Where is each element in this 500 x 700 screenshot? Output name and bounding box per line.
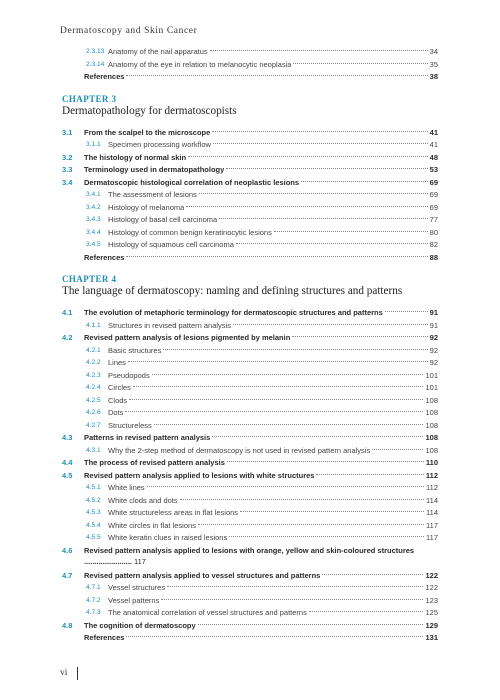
entry-line (108, 59, 438, 72)
page-number-ref: 117 (426, 520, 438, 530)
page-number-ref: 77 (429, 215, 438, 224)
dot-leader (167, 586, 423, 587)
dot-leader (161, 599, 423, 600)
dot-leader (212, 131, 427, 132)
dot-leader (152, 374, 424, 375)
entry-title: Histology of melanoma (108, 202, 185, 212)
page-number-ref: 91 (429, 320, 438, 330)
entry-title: Why the 2-step method of dermatoscopy is not used in revised pattern analysis (108, 445, 371, 455)
section-number: 3.4.4 (86, 228, 101, 236)
toc-entry[interactable] (62, 139, 438, 152)
page-number-ref: 92 (429, 333, 438, 342)
page-number-ref: 41 (429, 127, 438, 137)
toc-entry[interactable] (62, 214, 438, 227)
entry-title: White keratin clues in raised lesions (108, 533, 228, 542)
chapter-title: The language of dermatoscopy: naming and defining structures and patterns (62, 285, 403, 297)
entry-title: Histology of basal cell carcinoma (108, 215, 218, 224)
page-number-ref: 92 (429, 358, 438, 367)
entry-line (84, 632, 438, 645)
section-number: 2.3.14 (86, 60, 105, 68)
page-number-ref: 125 (425, 608, 438, 617)
entry-line (84, 620, 438, 633)
toc-entry[interactable] (62, 620, 438, 633)
entry-line (84, 252, 438, 265)
entry-title: Terminology used in dermatopathology (84, 165, 225, 174)
page-number-ref: 69 (429, 177, 438, 187)
toc-entry[interactable] (62, 482, 438, 495)
page-number-ref: 117 (134, 557, 146, 566)
entry-line (84, 332, 438, 345)
entry-line (108, 189, 438, 202)
entry-title: Vessel structures (108, 583, 166, 592)
section-number: 4.3 (62, 433, 73, 442)
dot-leader (213, 143, 428, 144)
dot-leader (212, 436, 423, 437)
toc-entry[interactable] (62, 252, 438, 265)
page-number-ref: 122 (425, 570, 438, 580)
page-number-ref: 101 (425, 383, 438, 392)
dot-leader (292, 336, 427, 337)
section-number: 4.5 (62, 470, 73, 480)
entry-title: Revised pattern analysis of lesions pigmented by melanin (84, 333, 291, 342)
section-number: 4.5.3 (86, 509, 101, 516)
entry-title: Basic structures (108, 345, 162, 355)
section-number: 4.7.2 (86, 596, 101, 604)
entry-title: The evolution of metaphoric terminology for dermatoscopic structures and patterns (84, 308, 383, 317)
entry-title: Revised pattern analysis applied to lesions with white structures (84, 470, 315, 480)
entry-title: Vessel patterns (108, 595, 160, 605)
toc-entry[interactable] (62, 320, 438, 333)
entry-line (108, 507, 438, 520)
entry-title: White structureless areas in flat lesions (108, 508, 239, 517)
dot-leader (126, 636, 423, 637)
entry-line (84, 470, 438, 483)
entry-title: The process of revised pattern analysis (84, 458, 225, 467)
toc-entry-wrapped-title (84, 545, 438, 568)
toc-entry[interactable] (62, 345, 438, 358)
section-number: 3.3 (62, 165, 73, 174)
toc-entry[interactable] (62, 59, 438, 72)
section-number: 4.1 (62, 308, 73, 317)
section-number: 2.3.13 (86, 48, 105, 55)
dot-leader (154, 424, 424, 425)
section-number: 4.4 (62, 458, 73, 467)
toc-entry[interactable] (62, 582, 438, 595)
page-number-ref: 112 (425, 470, 438, 480)
toc-entry[interactable] (62, 357, 438, 370)
toc-entry[interactable] (62, 332, 438, 345)
page-number-ref: 91 (429, 308, 438, 317)
dot-leader (226, 168, 427, 169)
entry-title: Anatomy of the eye in relation to melanocytic neoplasia (108, 59, 292, 69)
entry-line (108, 495, 438, 508)
dot-leader (198, 524, 424, 525)
page-number-ref: 80 (429, 227, 438, 237)
entry-title: Anatomy of the nail apparatus (108, 47, 208, 56)
page-number-ref: 129 (425, 620, 438, 630)
page-number-ref: 92 (429, 345, 438, 355)
toc-entry[interactable] (62, 46, 438, 59)
page-number-ref: 41 (429, 140, 438, 149)
page-number-ref: 35 (429, 59, 438, 69)
entry-line (84, 307, 438, 320)
folio-divider (77, 667, 78, 680)
entry-title: The anatomical correlation of vessel structures and patterns (108, 608, 307, 617)
page-number-ref: 117 (426, 533, 438, 542)
entry-line (108, 357, 438, 370)
section-number: 4.5.2 (86, 496, 101, 504)
page-number-ref: 38 (429, 72, 438, 81)
page-number-ref: 108 (425, 408, 438, 417)
entry-line (84, 177, 438, 190)
section-number: 4.5.4 (86, 521, 101, 529)
dot-leader (309, 611, 424, 612)
section-number: 3.2 (62, 152, 73, 162)
section-number: 4.2.1 (86, 346, 101, 354)
page-number-ref: 112 (426, 483, 438, 492)
entry-title: White circles in flat lesions (108, 520, 196, 530)
chapter-label: CHAPTER 4 (62, 274, 117, 284)
dot-leader (126, 75, 427, 76)
toc-entry[interactable] (62, 307, 438, 320)
page-number-ref: 53 (429, 165, 438, 174)
entry-line (108, 345, 438, 358)
entry-line (108, 395, 438, 408)
entry-line (108, 595, 438, 608)
entry-title: Circles (108, 383, 131, 392)
toc-entry[interactable] (62, 407, 438, 420)
entry-title: Revised pattern analysis applied to lesions with orange, yellow and skin-coloured structures (84, 545, 415, 555)
entry-title: Patterns in revised pattern analysis (84, 433, 211, 442)
section-number: 4.2.2 (86, 359, 101, 366)
entry-title: Histology of common benign keratinocytic lesions (108, 227, 272, 237)
page-number-ref: 69 (429, 190, 438, 199)
entry-title: Specimen processing workflow (108, 140, 211, 149)
entry-title: Structureless (108, 420, 152, 430)
entry-line (84, 71, 438, 84)
dot-leader (227, 461, 424, 462)
section-number: 4.6 (62, 545, 73, 555)
section-number: 3.4.5 (86, 241, 101, 248)
toc-entry[interactable] (62, 445, 438, 458)
dot-leader (372, 449, 423, 450)
section-gap (62, 84, 438, 94)
dot-leader (129, 399, 423, 400)
dot-leader (125, 411, 423, 412)
dot-leader (385, 311, 428, 312)
toc-entry[interactable] (62, 382, 438, 395)
page-number-ref: 108 (425, 420, 438, 430)
section-number: 3.4.3 (86, 216, 101, 223)
dot-leader (126, 256, 427, 257)
entry-line (84, 127, 438, 140)
entry-line (108, 482, 438, 495)
section-number: 3.4.1 (86, 191, 101, 198)
toc-entry[interactable] (62, 520, 438, 533)
section-number: 4.7 (62, 570, 73, 580)
entry-title: Revised pattern analysis applied to vessel structures and patterns (84, 570, 321, 580)
dot-leader (186, 206, 427, 207)
section-number: 4.2.4 (86, 384, 101, 391)
dot-leader (163, 349, 427, 350)
dot-leader (128, 361, 428, 362)
dot-leader (293, 63, 427, 64)
entry-line (108, 382, 438, 395)
entry-line (108, 582, 438, 595)
entry-title: Pseudopods (108, 370, 150, 380)
entry-line (108, 239, 438, 252)
toc-entry[interactable] (62, 532, 438, 545)
section-gap (62, 264, 438, 274)
toc-entry[interactable] (62, 189, 438, 202)
entry-title: From the scalpel to the microscope (84, 127, 211, 137)
chapter-label: CHAPTER 3 (62, 93, 117, 104)
entry-line (108, 370, 438, 383)
dot-leader (240, 511, 424, 512)
dot-leader (210, 50, 428, 51)
page-number-ref: 110 (425, 458, 438, 467)
page-number-ref: 108 (425, 445, 438, 455)
dot-leader (147, 486, 424, 487)
entry-title: The cognition of dermatoscopy (84, 620, 196, 630)
entry-title: Histology of squamous cell carcinoma (108, 240, 234, 249)
entry-line (84, 457, 438, 470)
section-number: 4.8 (62, 620, 73, 630)
toc-entry[interactable] (62, 545, 438, 570)
page-number: vi (60, 668, 68, 678)
entry-title: Clods (108, 395, 128, 405)
entry-title: Structures in revised pattern analysis (108, 320, 231, 330)
dot-leader (188, 156, 428, 157)
page-number-ref: 108 (425, 433, 438, 442)
page-number-ref: 34 (429, 47, 438, 56)
section-number: 4.1.1 (86, 321, 101, 329)
entry-title: Lines (108, 358, 126, 367)
dot-leader (274, 231, 428, 232)
dot-leader: ....................... (84, 557, 135, 566)
section-number: 3.4.2 (86, 203, 101, 211)
dot-leader (236, 243, 428, 244)
toc-entry[interactable] (62, 71, 438, 84)
table-of-contents (62, 46, 438, 645)
toc-entry[interactable] (62, 127, 438, 140)
entry-line (84, 570, 438, 583)
page-number-ref: 114 (426, 508, 438, 517)
section-number: 4.3.1 (86, 446, 101, 454)
toc-entry[interactable] (62, 507, 438, 520)
dot-leader (301, 181, 428, 182)
page-number-ref: 122 (425, 583, 438, 592)
section-number: 4.2.3 (86, 371, 101, 379)
dot-leader (133, 386, 424, 387)
page-number-ref: 108 (425, 395, 438, 405)
entry-line (108, 445, 438, 458)
dot-leader (199, 193, 428, 194)
toc-entry[interactable] (62, 227, 438, 240)
toc-entry[interactable] (62, 632, 438, 645)
section-number: 4.7.1 (86, 584, 101, 591)
section-number: 4.2.5 (86, 396, 101, 404)
toc-entry[interactable] (62, 420, 438, 433)
entry-line (108, 532, 438, 545)
entry-title: References (84, 72, 125, 81)
entry-title: References (84, 252, 125, 262)
entry-title: Dermatoscopic histological correlation of neoplastic lesions (84, 177, 300, 187)
toc-entry[interactable] (62, 570, 438, 583)
entry-title: The histology of normal skin (84, 152, 187, 162)
entry-line (108, 227, 438, 240)
toc-entry[interactable] (62, 432, 438, 445)
entry-title: Dots (108, 408, 124, 417)
section-number: 3.1.1 (86, 141, 101, 148)
entry-line (108, 420, 438, 433)
entry-line (108, 46, 438, 59)
page-number-ref: 131 (425, 633, 438, 642)
dot-leader (322, 574, 423, 575)
dot-leader (180, 499, 424, 500)
entry-line (108, 202, 438, 215)
section-number: 4.2 (62, 333, 73, 342)
dot-leader (219, 218, 427, 219)
entry-line (108, 139, 438, 152)
page-number-ref: 123 (425, 595, 438, 605)
entry-line (108, 520, 438, 533)
toc-entry[interactable] (62, 495, 438, 508)
page-number-ref: 114 (426, 495, 438, 505)
running-head: Dermatoscopy and Skin Cancer (60, 26, 198, 36)
toc-entry[interactable] (62, 470, 438, 483)
page-number-ref: 88 (429, 252, 438, 262)
toc-entry[interactable] (62, 595, 438, 608)
toc-entry[interactable] (62, 607, 438, 620)
entry-line (108, 214, 438, 227)
section-number: 4.5.5 (86, 534, 101, 541)
dot-leader (229, 536, 424, 537)
entry-line (84, 164, 438, 177)
section-number: 3.4 (62, 177, 73, 187)
toc-entry[interactable] (62, 370, 438, 383)
entry-title: References (84, 633, 125, 642)
page-number-ref: 82 (429, 240, 438, 249)
toc-entry[interactable] (62, 152, 438, 165)
section-number: 4.7.3 (86, 609, 101, 616)
chapter-title: Dermatopathology for dermatoscopists (62, 104, 237, 117)
entry-line (84, 152, 438, 165)
dot-leader (316, 474, 423, 475)
entry-title: White lines (108, 483, 145, 492)
entry-line (84, 432, 438, 445)
dot-leader (198, 624, 424, 625)
entry-title: White clods and dots (108, 495, 178, 505)
page-number-ref: 101 (425, 370, 438, 380)
entry-line (108, 320, 438, 333)
toc-entry[interactable] (62, 177, 438, 190)
entry-title: The assessment of lesions (108, 190, 197, 199)
section-number: 4.2.7 (86, 421, 101, 429)
page-number-ref: 69 (429, 202, 438, 212)
toc-entry[interactable] (62, 164, 438, 177)
toc-entry[interactable] (62, 395, 438, 408)
toc-entry[interactable] (62, 239, 438, 252)
toc-entry[interactable] (62, 457, 438, 470)
entry-line (108, 607, 438, 620)
section-number: 4.5.1 (86, 484, 101, 491)
dot-leader (233, 324, 428, 325)
section-number: 3.1 (62, 127, 73, 137)
toc-entry[interactable] (62, 202, 438, 215)
entry-line (108, 407, 438, 420)
page-number-ref: 48 (429, 152, 438, 162)
section-number: 4.2.6 (86, 409, 101, 416)
